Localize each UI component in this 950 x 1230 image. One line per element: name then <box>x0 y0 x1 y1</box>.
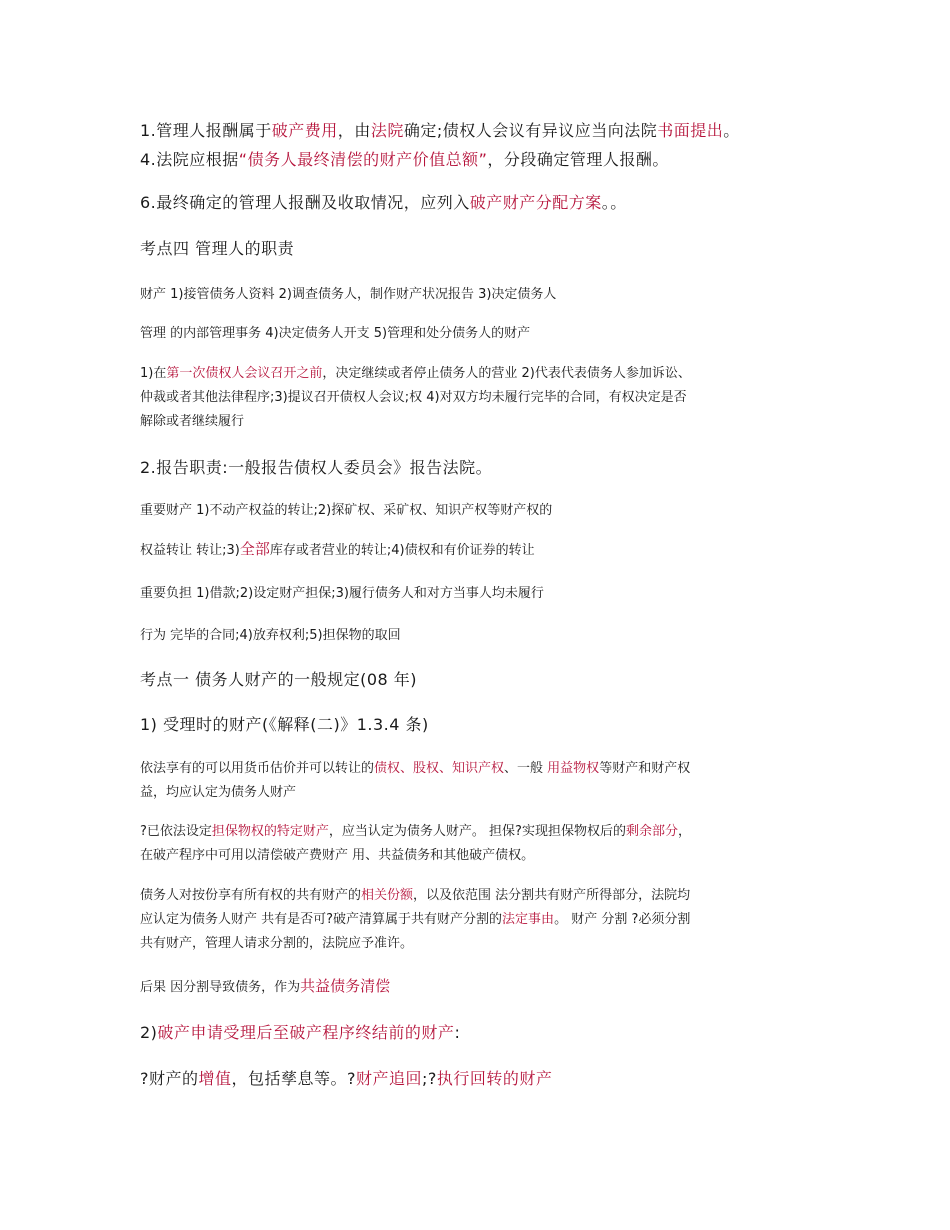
paragraph-property-1-b: 益，均应认定为债务人财产 <box>140 785 297 800</box>
consequence-line: 后果 因分割导致债务，作为共益债务清偿 <box>140 977 391 995</box>
duty-line-1: 财产 1)接管债务人资料 2)调查债务人，制作财产状况报告 3)决定债务人 <box>140 287 557 302</box>
major-burden-line-1: 重要负担 1)借款;2)设定财产担保;3)履行债务人和对方当事人均未履行 <box>140 586 544 601</box>
paragraph-property-3 <box>140 884 810 956</box>
property-increase-line: ?财产的增值，包括孳息等。?财产追回;?执行回转的财产 <box>140 1069 553 1088</box>
line-1: 1.管理人报酬属于破产费用，由法院确定;债权人会议有异议应当向法院书面提出。 <box>140 121 740 140</box>
line-2: 4.法院应根据“债务人最终清偿的财产价值总额”，分段确定管理人报酬。 <box>140 150 669 169</box>
major-property-line-2: 权益转让 转让;3)全部库存或者营业的转让;4)债权和有价证券的转让 <box>140 540 535 558</box>
paragraph-property-1-a: 依法享有的可以用货币估价并可以转让的债权、股权、知识产权、一般 用益物权等财产和财产权 <box>140 761 691 776</box>
paragraph-property-3-c: 共有财产，管理人请求分割的，法院应予准许。 <box>140 936 414 951</box>
major-burden-line-2: 行为 完毕的合同;4)放弃权利;5)担保物的取回 <box>140 628 401 643</box>
section-heading-4: 考点四 管理人的职责 <box>140 239 295 258</box>
paragraph-duties-c: 解除或者继续履行 <box>140 414 245 429</box>
paragraph-property-1 <box>140 757 810 805</box>
duty-line-2: 管理 的内部管理事务 4)决定债务人开支 5)管理和处分债务人的财产 <box>140 326 531 341</box>
section-heading-1: 考点一 债务人财产的一般规定(08 年) <box>140 670 418 689</box>
paragraph-duties <box>140 362 810 434</box>
paragraph-property-2-b: 在破产程序中可用以清偿破产费财产 用、共益债务和其他破产债权。 <box>140 848 535 863</box>
line-3: 6.最终确定的管理人报酬及收取情况，应列入破产财产分配方案。。 <box>140 193 627 212</box>
paragraph-property-2-a: ?已依法设定担保物权的特定财产，应当认定为债务人财产。 担保?实现担保物权后的剩余部分， <box>140 824 691 839</box>
paragraph-property-2 <box>140 820 810 868</box>
paragraph-property-3-b: 应认定为债务人财产 共有是否可?破产清算属于共有财产分割的法定事由。 财产 分割 ?必须分割 <box>140 912 691 927</box>
report-duty-line: 2.报告职责:一般报告债权人委员会》报告法院。 <box>140 458 493 477</box>
paragraph-property-3-a: 债务人对按份享有所有权的共有财产的相关份额，以及依范围 法分割共有财产所得部分，法院均 <box>140 888 691 903</box>
sub-heading-2: 2)破产申请受理后至破产程序终结前的财产: <box>140 1023 461 1042</box>
paragraph-duties-b: 仲裁或者其他法律程序;3)提议召开债权人会议;权 4)对双方均未履行完毕的合同，有权决定是否 <box>140 390 687 405</box>
paragraph-duties-a: 1)在第一次债权人会议召开之前，决定继续或者停止债务人的营业 2)代表代表债务人参加诉讼、 <box>140 366 691 381</box>
sub-heading-1: 1) 受理时的财产(《解释(二)》1.3.4 条) <box>140 715 429 734</box>
major-property-line-1: 重要财产 1)不动产权益的转让;2)探矿权、采矿权、知识产权等财产权的 <box>140 503 553 518</box>
